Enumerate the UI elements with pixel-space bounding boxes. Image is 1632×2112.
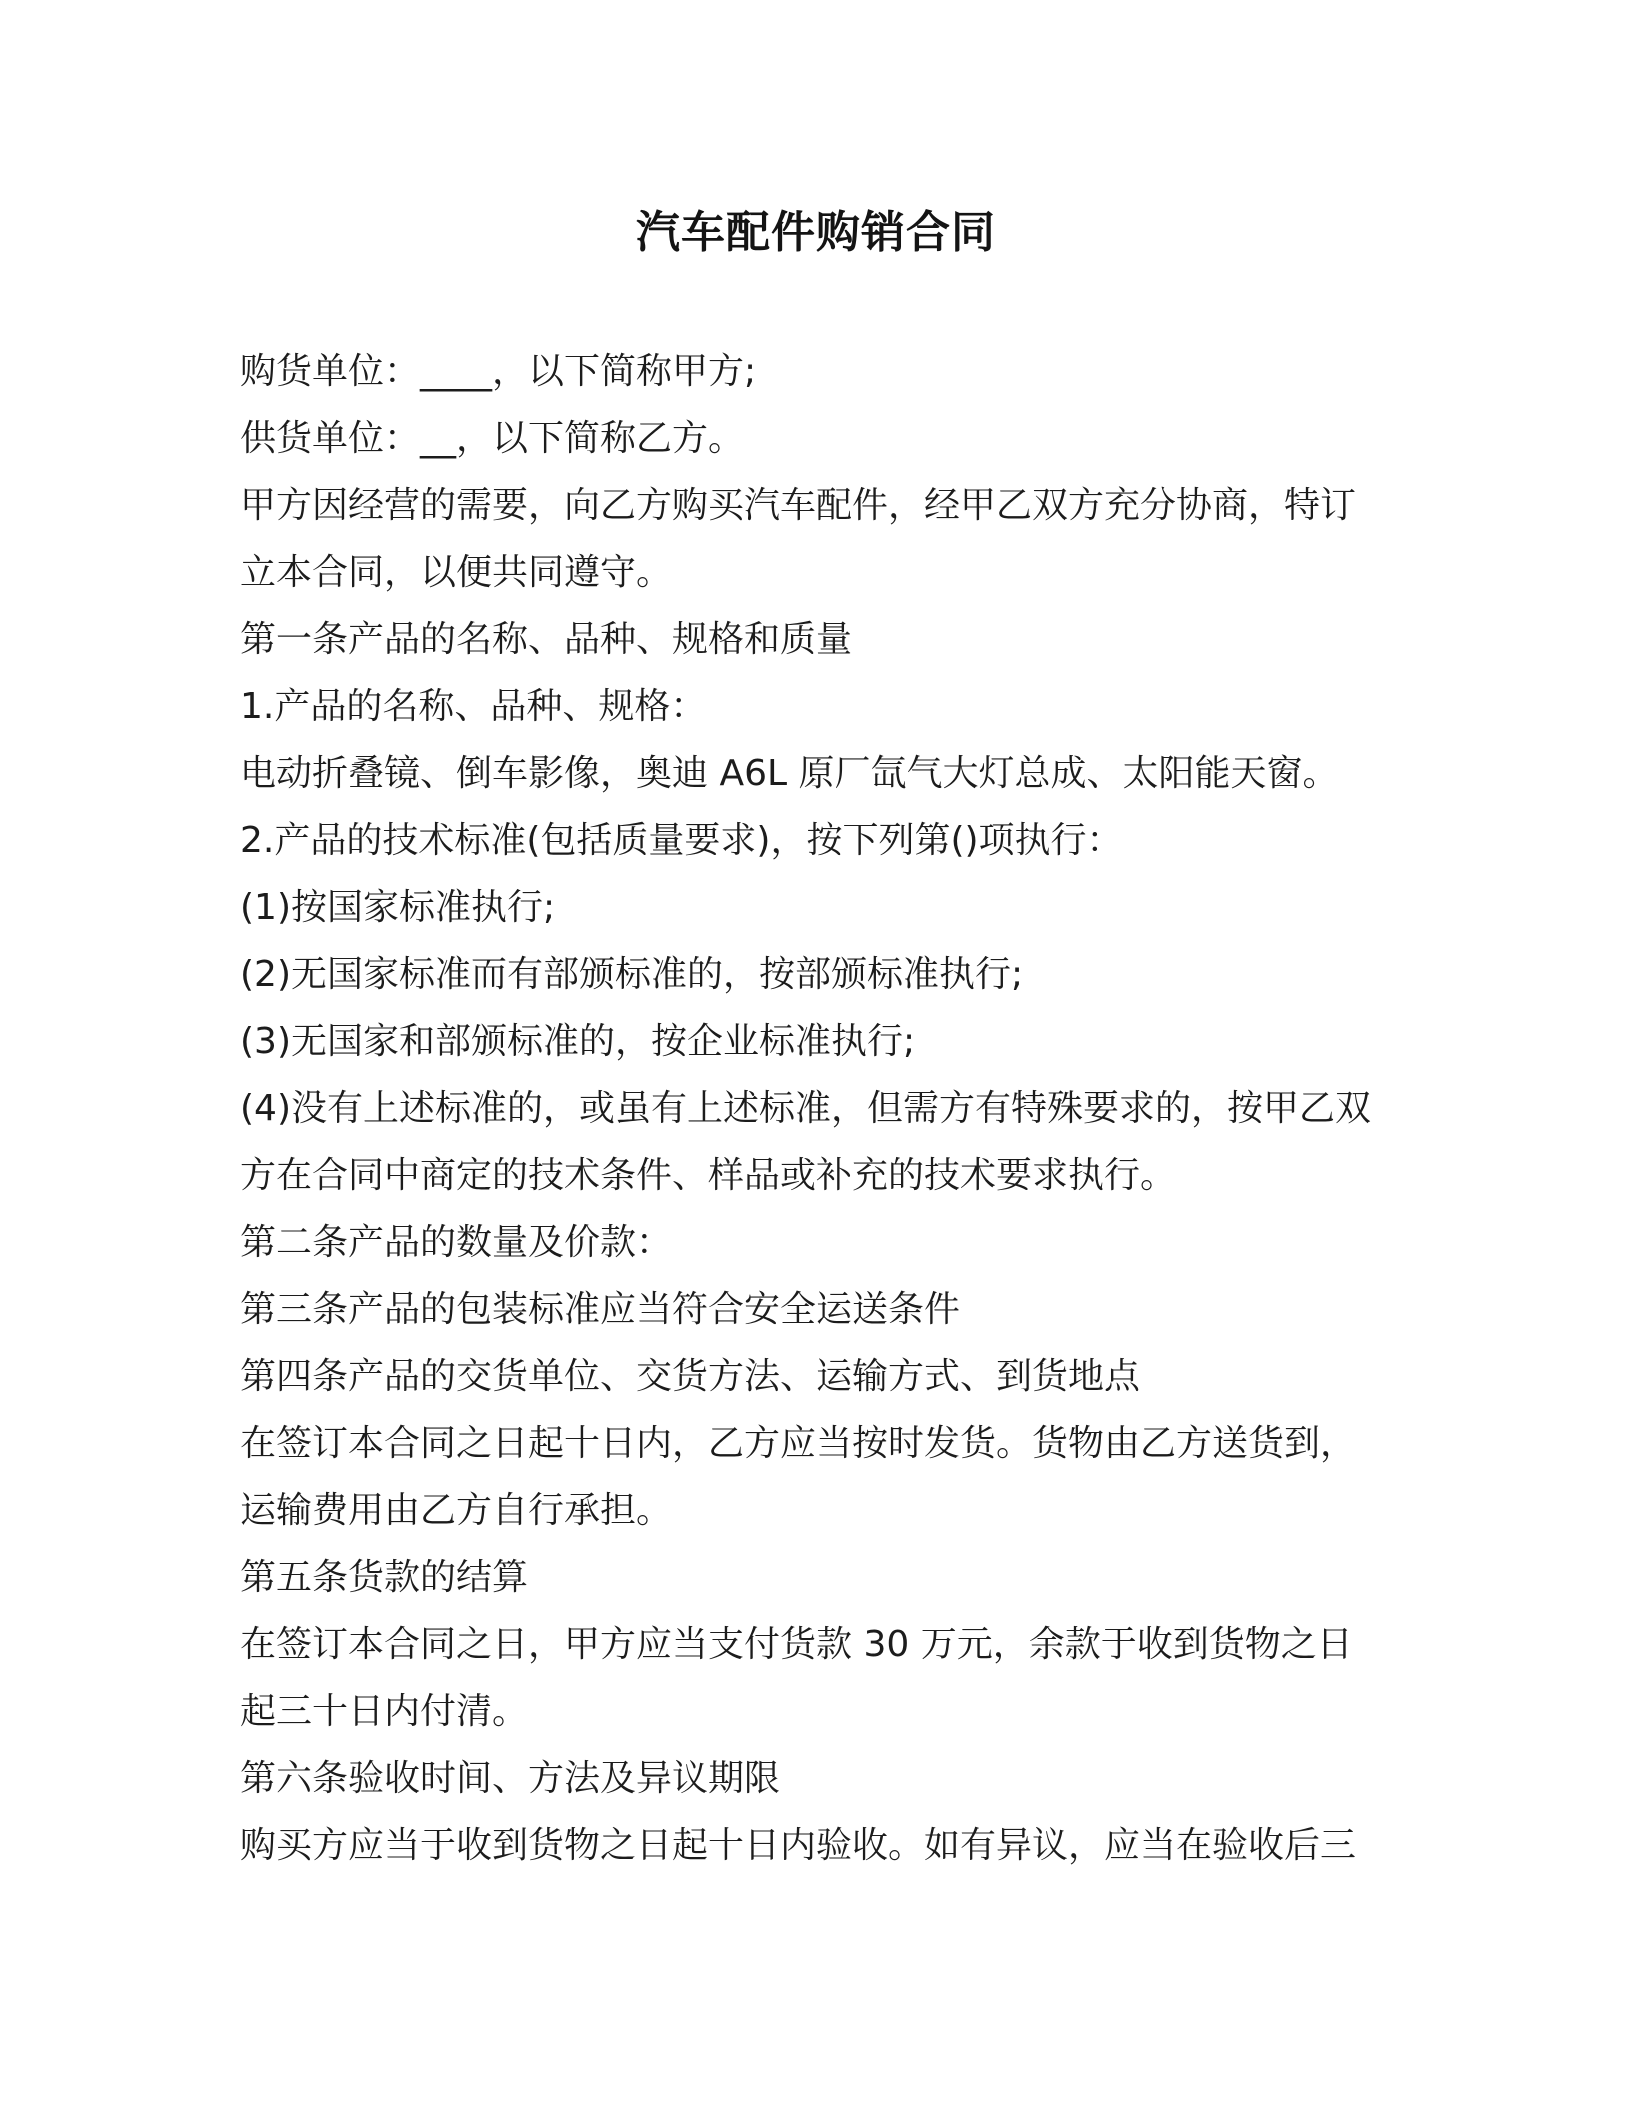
article-3-heading: 第三条产品的包装标准应当符合安全运送条件: [240, 1289, 961, 1330]
article-4-text-2: 运输费用由乙方自行承担。: [240, 1490, 673, 1531]
article-1-heading: 第一条产品的名称、品种、规格和质量: [240, 619, 853, 660]
article-1-products: 电动折叠镜、倒车影像，奥迪 A6L 原厂氙气大灯总成、太阳能天窗。: [240, 753, 1339, 794]
article-2-heading: 第二条产品的数量及价款：: [240, 1222, 673, 1263]
standard-option-2: (2)无国家标准而有部颁标准的，按部颁标准执行;: [240, 954, 1024, 995]
article-1-item-1: 1.产品的名称、品种、规格：: [240, 686, 707, 727]
line-supplier: 供货单位：__，以下简称乙方。: [240, 418, 745, 459]
article-4-heading: 第四条产品的交货单位、交货方法、运输方式、到货地点: [240, 1356, 1141, 1397]
line-buyer: 购货单位：____，以下简称甲方;: [240, 351, 757, 392]
article-5-text-1: 在签订本合同之日，甲方应当支付货款 30 万元，余款于收到货物之日: [240, 1624, 1353, 1665]
document-title: 汽车配件购销合同: [636, 207, 996, 258]
standard-option-3: (3)无国家和部颁标准的，按企业标准执行;: [240, 1021, 916, 1062]
article-4-text-1: 在签订本合同之日起十日内，乙方应当按时发货。货物由乙方送货到，: [240, 1423, 1357, 1464]
line-preamble-2: 立本合同，以便共同遵守。: [240, 552, 673, 593]
standard-option-4-part-2: 方在合同中商定的技术条件、样品或补充的技术要求执行。: [240, 1155, 1177, 1196]
line-preamble-1: 甲方因经营的需要，向乙方购买汽车配件，经甲乙双方充分协商，特订: [240, 485, 1357, 526]
standard-option-1: (1)按国家标准执行;: [240, 887, 556, 928]
document-body: [240, 338, 1400, 1879]
article-6-text-1: 购买方应当于收到货物之日起十日内验收。如有异议，应当在验收后三: [240, 1825, 1357, 1866]
standard-option-4-part-1: (4)没有上述标准的，或虽有上述标准，但需方有特殊要求的，按甲乙双: [240, 1088, 1371, 1129]
article-6-heading: 第六条验收时间、方法及异议期限: [240, 1758, 781, 1799]
article-5-text-2: 起三十日内付清。: [240, 1691, 529, 1732]
article-5-heading: 第五条货款的结算: [240, 1557, 529, 1598]
article-1-item-2: 2.产品的技术标准(包括质量要求)，按下列第()项执行：: [240, 820, 1123, 861]
